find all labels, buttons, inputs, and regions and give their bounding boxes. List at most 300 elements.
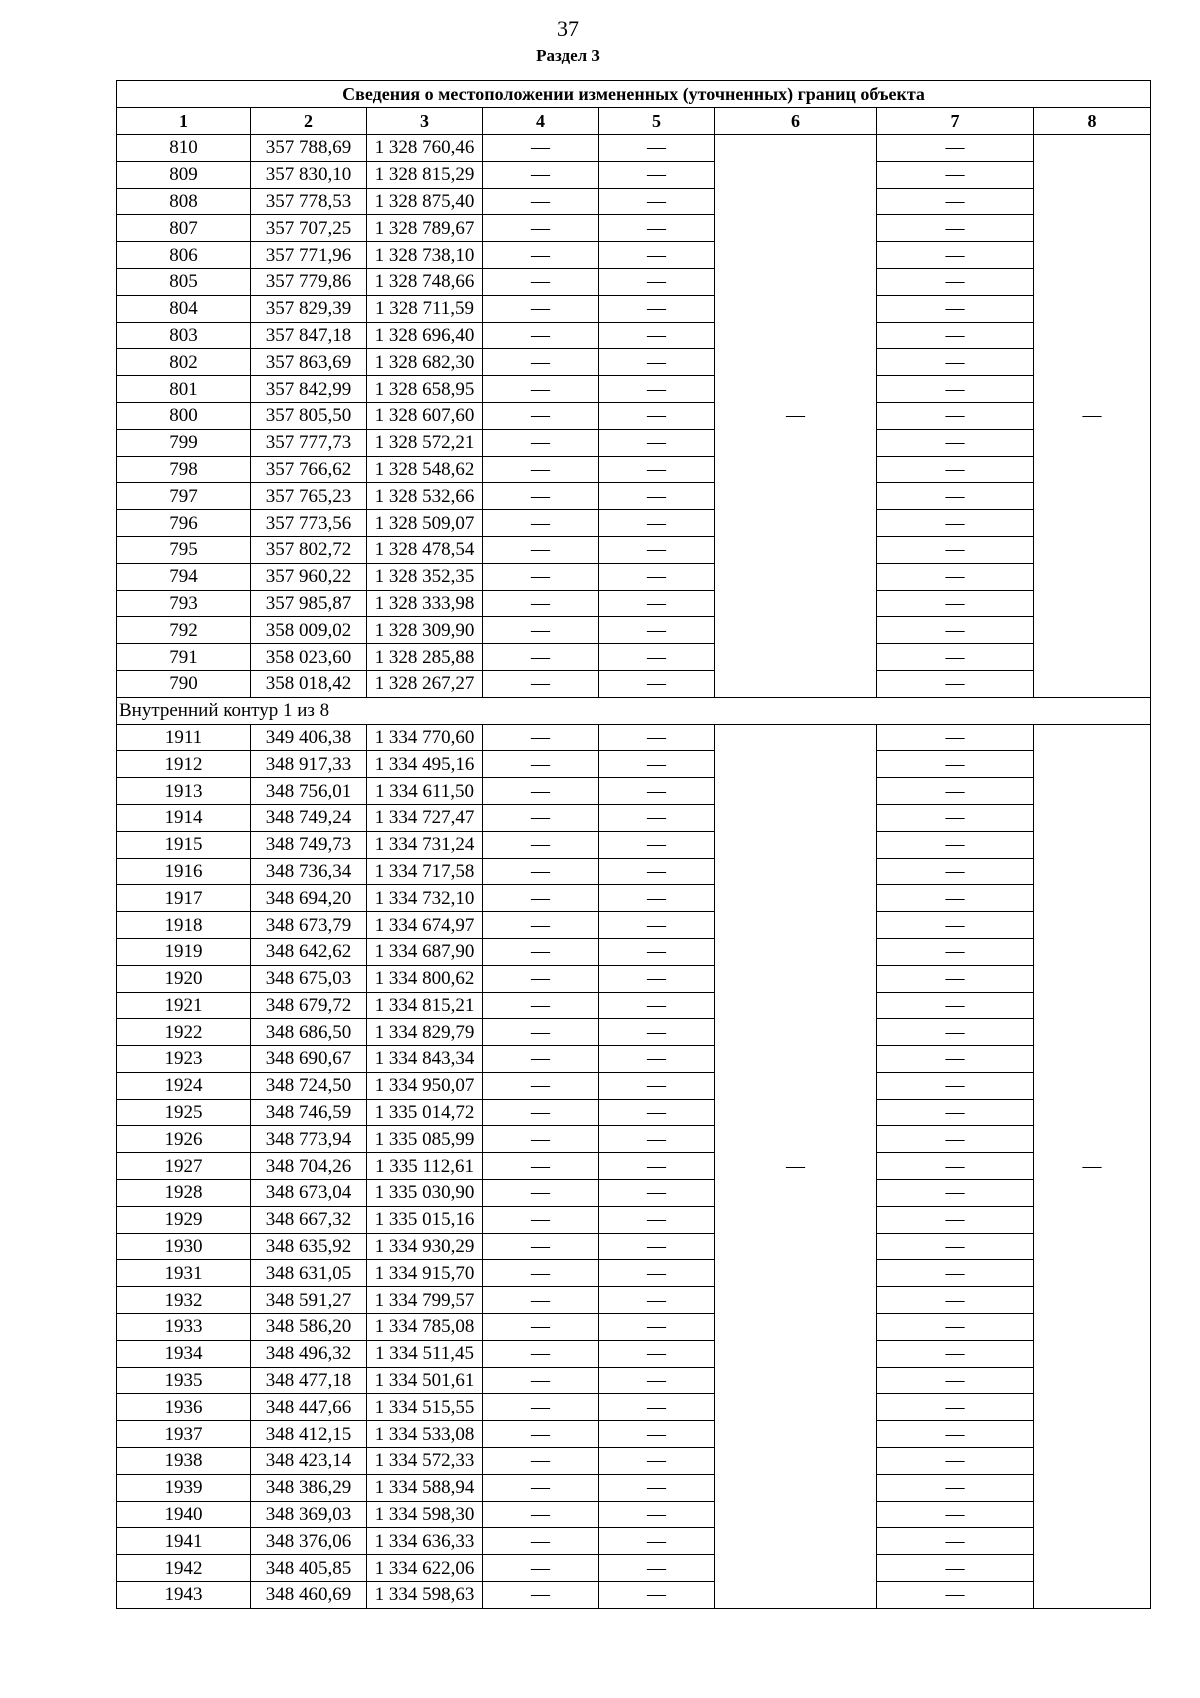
column-5-cell: — [599,456,715,483]
y-coordinate-cell: 1 328 548,62 [367,456,483,483]
column-7-cell: — [877,510,1034,537]
column-7-cell: — [877,1555,1034,1582]
y-coordinate-cell: 1 328 875,40 [367,188,483,215]
column-7-cell: — [877,1206,1034,1233]
y-coordinate-cell: 1 334 785,08 [367,1314,483,1341]
y-coordinate-cell: 1 334 815,21 [367,992,483,1019]
column-number: 6 [715,108,877,135]
column-7-cell: — [877,376,1034,403]
x-coordinate-cell: 348 673,79 [251,912,367,939]
point-number-cell: 1935 [117,1367,251,1394]
point-number-cell: 1933 [117,1314,251,1341]
table-row [117,992,1151,1019]
column-7-cell: — [877,590,1034,617]
y-coordinate-cell: 1 328 711,59 [367,295,483,322]
column-7-cell: — [877,1019,1034,1046]
point-number-cell: 799 [117,429,251,456]
column-5-cell: — [599,268,715,295]
column-5-cell: — [599,1501,715,1528]
column-4-cell: — [483,322,599,349]
table-row [117,1019,1151,1046]
column-5-cell: — [599,1072,715,1099]
column-4-cell: — [483,1340,599,1367]
column-4-cell: — [483,1448,599,1475]
column-4-cell: — [483,536,599,563]
column-4-cell: — [483,161,599,188]
column-5-cell: — [599,161,715,188]
x-coordinate-cell: 348 694,20 [251,885,367,912]
column-5-cell: — [599,1394,715,1421]
column-7-cell: — [877,1367,1034,1394]
x-coordinate-cell: 358 018,42 [251,670,367,697]
table-row [117,215,1151,242]
y-coordinate-cell: 1 334 533,08 [367,1421,483,1448]
column-4-cell: — [483,1153,599,1180]
x-coordinate-cell: 348 746,59 [251,1099,367,1126]
column-7-cell: — [877,1126,1034,1153]
column-4-cell: — [483,429,599,456]
column-4-cell: — [483,135,599,162]
table-row [117,751,1151,778]
point-number-cell: 1912 [117,751,251,778]
column-4-cell: — [483,804,599,831]
column-4-cell: — [483,858,599,885]
table-row [117,1180,1151,1207]
x-coordinate-cell: 357 960,22 [251,563,367,590]
column-7-cell: — [877,429,1034,456]
column-4-cell: — [483,1126,599,1153]
x-coordinate-cell: 348 386,29 [251,1474,367,1501]
y-coordinate-cell: 1 334 598,63 [367,1582,483,1609]
column-5-cell: — [599,1206,715,1233]
column-7-cell: — [877,402,1034,429]
column-4-cell: — [483,242,599,269]
table-row [117,1448,1151,1475]
table-row [117,1367,1151,1394]
column-5-cell: — [599,215,715,242]
table-row [117,1582,1151,1609]
column-4-cell: — [483,965,599,992]
column-4-cell: — [483,1046,599,1073]
x-coordinate-cell: 348 591,27 [251,1287,367,1314]
column-5-cell: — [599,1233,715,1260]
column-7-cell: — [877,724,1034,751]
point-number-cell: 1942 [117,1555,251,1582]
point-number-cell: 800 [117,402,251,429]
column-4-cell: — [483,563,599,590]
column-7-cell: — [877,349,1034,376]
column-7-cell: — [877,456,1034,483]
table-row [117,1046,1151,1073]
y-coordinate-cell: 1 334 501,61 [367,1367,483,1394]
y-coordinate-cell: 1 328 738,10 [367,242,483,269]
column-number: 1 [117,108,251,135]
column-7-cell: — [877,885,1034,912]
column-number: 2 [251,108,367,135]
table-row [117,402,1151,429]
point-number-cell: 793 [117,590,251,617]
table-row [117,483,1151,510]
point-number-cell: 1929 [117,1206,251,1233]
table-row [117,1126,1151,1153]
point-number-cell: 801 [117,376,251,403]
column-4-cell: — [483,1180,599,1207]
column-4-cell: — [483,1072,599,1099]
column-7-cell: — [877,483,1034,510]
x-coordinate-cell: 357 773,56 [251,510,367,537]
column-5-cell: — [599,670,715,697]
column-7-cell: — [877,965,1034,992]
point-number-cell: 1926 [117,1126,251,1153]
column-5-cell: — [599,376,715,403]
column-4-cell: — [483,1501,599,1528]
point-number-cell: 794 [117,563,251,590]
x-coordinate-cell: 348 749,24 [251,804,367,831]
column-5-cell: — [599,1340,715,1367]
column-7-cell: — [877,1474,1034,1501]
table-caption: Сведения о местоположении измененных (уточненных) границ объекта [117,81,1151,108]
column-4-cell: — [483,456,599,483]
x-coordinate-cell: 348 679,72 [251,992,367,1019]
table-row [117,912,1151,939]
point-number-cell: 1939 [117,1474,251,1501]
point-number-cell: 1922 [117,1019,251,1046]
point-number-cell: 790 [117,670,251,697]
x-coordinate-cell: 348 736,34 [251,858,367,885]
column-7-cell: — [877,804,1034,831]
contour-label-row [117,697,1151,724]
y-coordinate-cell: 1 328 815,29 [367,161,483,188]
y-coordinate-cell: 1 328 509,07 [367,510,483,537]
point-number-cell: 1930 [117,1233,251,1260]
point-number-cell: 1914 [117,804,251,831]
y-coordinate-cell: 1 334 636,33 [367,1528,483,1555]
column-7-cell: — [877,992,1034,1019]
column-5-cell: — [599,992,715,1019]
y-coordinate-cell: 1 334 915,70 [367,1260,483,1287]
point-number-cell: 795 [117,536,251,563]
column-7-cell: — [877,563,1034,590]
y-coordinate-cell: 1 334 611,50 [367,778,483,805]
y-coordinate-cell: 1 334 727,47 [367,804,483,831]
column-4-cell: — [483,1233,599,1260]
x-coordinate-cell: 357 830,10 [251,161,367,188]
page-number: 37 [557,16,579,41]
table-row [117,295,1151,322]
x-coordinate-cell: 348 756,01 [251,778,367,805]
x-coordinate-cell: 357 829,39 [251,295,367,322]
column-5-cell: — [599,1153,715,1180]
x-coordinate-cell: 348 917,33 [251,751,367,778]
column-5-cell: — [599,295,715,322]
table-row [117,1260,1151,1287]
column-7-cell: — [877,536,1034,563]
y-coordinate-cell: 1 335 015,16 [367,1206,483,1233]
column-4-cell: — [483,885,599,912]
y-coordinate-cell: 1 328 760,46 [367,135,483,162]
x-coordinate-cell: 357 771,96 [251,242,367,269]
x-coordinate-cell: 348 376,06 [251,1528,367,1555]
table-row [117,268,1151,295]
y-coordinate-cell: 1 334 799,57 [367,1287,483,1314]
point-number-cell: 1921 [117,992,251,1019]
column-7-cell: — [877,1046,1034,1073]
x-coordinate-cell: 357 777,73 [251,429,367,456]
column-5-cell: — [599,1180,715,1207]
y-coordinate-cell: 1 328 309,90 [367,617,483,644]
x-coordinate-cell: 348 423,14 [251,1448,367,1475]
table-row [117,1153,1151,1180]
column-7-cell: — [877,1528,1034,1555]
column-8-merged-cell: — [1034,135,1151,698]
column-5-cell: — [599,1046,715,1073]
column-7-cell: — [877,1153,1034,1180]
y-coordinate-cell: 1 328 789,67 [367,215,483,242]
x-coordinate-cell: 348 704,26 [251,1153,367,1180]
x-coordinate-cell: 348 496,32 [251,1340,367,1367]
table-body [117,135,1151,1609]
point-number-cell: 1919 [117,938,251,965]
y-coordinate-cell: 1 328 267,27 [367,670,483,697]
x-coordinate-cell: 348 369,03 [251,1501,367,1528]
table-row [117,536,1151,563]
y-coordinate-cell: 1 334 732,10 [367,885,483,912]
column-number: 8 [1034,108,1151,135]
column-7-cell: — [877,322,1034,349]
point-number-cell: 809 [117,161,251,188]
x-coordinate-cell: 348 412,15 [251,1421,367,1448]
column-4-cell: — [483,402,599,429]
column-5-cell: — [599,1287,715,1314]
column-4-cell: — [483,938,599,965]
column-6-merged-cell: — [715,724,877,1608]
point-number-cell: 1941 [117,1528,251,1555]
column-5-cell: — [599,1448,715,1475]
table-row [117,778,1151,805]
table-row [117,429,1151,456]
column-5-cell: — [599,349,715,376]
x-coordinate-cell: 357 805,50 [251,402,367,429]
y-coordinate-cell: 1 328 748,66 [367,268,483,295]
y-coordinate-cell: 1 335 085,99 [367,1126,483,1153]
column-7-cell: — [877,912,1034,939]
table-row [117,885,1151,912]
column-4-cell: — [483,617,599,644]
column-4-cell: — [483,1421,599,1448]
column-4-cell: — [483,215,599,242]
column-5-cell: — [599,617,715,644]
column-4-cell: — [483,751,599,778]
y-coordinate-cell: 1 334 495,16 [367,751,483,778]
column-5-cell: — [599,885,715,912]
column-5-cell: — [599,1474,715,1501]
y-coordinate-cell: 1 334 588,94 [367,1474,483,1501]
point-number-cell: 1928 [117,1180,251,1207]
x-coordinate-cell: 348 586,20 [251,1314,367,1341]
x-coordinate-cell: 348 690,67 [251,1046,367,1073]
column-4-cell: — [483,349,599,376]
column-5-cell: — [599,1260,715,1287]
table-row [117,1474,1151,1501]
column-number-row [117,108,1151,135]
column-5-cell: — [599,751,715,778]
point-number-cell: 1936 [117,1394,251,1421]
column-5-cell: — [599,831,715,858]
y-coordinate-cell: 1 328 696,40 [367,322,483,349]
column-5-cell: — [599,912,715,939]
table-row [117,724,1151,751]
x-coordinate-cell: 348 667,32 [251,1206,367,1233]
column-5-cell: — [599,858,715,885]
x-coordinate-cell: 348 460,69 [251,1582,367,1609]
table-row [117,161,1151,188]
column-5-cell: — [599,1314,715,1341]
point-number-cell: 1938 [117,1448,251,1475]
point-number-cell: 1911 [117,724,251,751]
x-coordinate-cell: 357 863,69 [251,349,367,376]
point-number-cell: 1915 [117,831,251,858]
y-coordinate-cell: 1 334 717,58 [367,858,483,885]
y-coordinate-cell: 1 334 598,30 [367,1501,483,1528]
x-coordinate-cell: 348 631,05 [251,1260,367,1287]
y-coordinate-cell: 1 335 030,90 [367,1180,483,1207]
table-row [117,1501,1151,1528]
column-7-cell: — [877,1340,1034,1367]
column-4-cell: — [483,590,599,617]
point-number-cell: 805 [117,268,251,295]
table-row [117,563,1151,590]
y-coordinate-cell: 1 334 829,79 [367,1019,483,1046]
y-coordinate-cell: 1 334 800,62 [367,965,483,992]
column-7-cell: — [877,135,1034,162]
x-coordinate-cell: 357 985,87 [251,590,367,617]
x-coordinate-cell: 357 778,53 [251,188,367,215]
x-coordinate-cell: 357 842,99 [251,376,367,403]
x-coordinate-cell: 348 405,85 [251,1555,367,1582]
x-coordinate-cell: 348 447,66 [251,1394,367,1421]
y-coordinate-cell: 1 335 112,61 [367,1153,483,1180]
column-7-cell: — [877,670,1034,697]
y-coordinate-cell: 1 334 731,24 [367,831,483,858]
table-row [117,322,1151,349]
column-5-cell: — [599,1421,715,1448]
column-4-cell: — [483,831,599,858]
x-coordinate-cell: 348 635,92 [251,1233,367,1260]
column-8-merged-cell: — [1034,724,1151,1608]
table-row [117,670,1151,697]
column-7-cell: — [877,242,1034,269]
column-5-cell: — [599,965,715,992]
table-row [117,965,1151,992]
column-7-cell: — [877,215,1034,242]
column-7-cell: — [877,1233,1034,1260]
table-row [117,590,1151,617]
column-7-cell: — [877,938,1034,965]
column-4-cell: — [483,268,599,295]
point-number-cell: 1924 [117,1072,251,1099]
column-4-cell: — [483,1314,599,1341]
table-row [117,349,1151,376]
y-coordinate-cell: 1 328 478,54 [367,536,483,563]
column-7-cell: — [877,1394,1034,1421]
point-number-cell: 810 [117,135,251,162]
column-7-cell: — [877,1448,1034,1475]
column-4-cell: — [483,1367,599,1394]
y-coordinate-cell: 1 335 014,72 [367,1099,483,1126]
point-number-cell: 1918 [117,912,251,939]
y-coordinate-cell: 1 328 352,35 [367,563,483,590]
column-number: 3 [367,108,483,135]
x-coordinate-cell: 348 686,50 [251,1019,367,1046]
y-coordinate-cell: 1 328 572,21 [367,429,483,456]
y-coordinate-cell: 1 334 511,45 [367,1340,483,1367]
column-5-cell: — [599,644,715,671]
x-coordinate-cell: 357 847,18 [251,322,367,349]
column-number: 5 [599,108,715,135]
column-7-cell: — [877,617,1034,644]
column-5-cell: — [599,135,715,162]
y-coordinate-cell: 1 334 622,06 [367,1555,483,1582]
point-number-cell: 1923 [117,1046,251,1073]
y-coordinate-cell: 1 328 532,66 [367,483,483,510]
column-7-cell: — [877,1099,1034,1126]
x-coordinate-cell: 357 802,72 [251,536,367,563]
x-coordinate-cell: 348 749,73 [251,831,367,858]
table-row [117,188,1151,215]
column-5-cell: — [599,590,715,617]
point-number-cell: 792 [117,617,251,644]
column-7-cell: — [877,1287,1034,1314]
column-7-cell: — [877,778,1034,805]
column-4-cell: — [483,724,599,751]
column-4-cell: — [483,376,599,403]
column-7-cell: — [877,1180,1034,1207]
point-number-cell: 806 [117,242,251,269]
y-coordinate-cell: 1 328 285,88 [367,644,483,671]
column-7-cell: — [877,295,1034,322]
point-number-cell: 1916 [117,858,251,885]
column-5-cell: — [599,1126,715,1153]
x-coordinate-cell: 348 477,18 [251,1367,367,1394]
column-5-cell: — [599,402,715,429]
point-number-cell: 808 [117,188,251,215]
point-number-cell: 1932 [117,1287,251,1314]
column-4-cell: — [483,510,599,537]
contour-label: Внутренний контур 1 из 8 [117,697,1151,724]
point-number-cell: 803 [117,322,251,349]
table-row [117,1394,1151,1421]
column-4-cell: — [483,1287,599,1314]
column-7-cell: — [877,161,1034,188]
column-4-cell: — [483,188,599,215]
column-5-cell: — [599,1099,715,1126]
x-coordinate-cell: 357 788,69 [251,135,367,162]
y-coordinate-cell: 1 328 333,98 [367,590,483,617]
point-number-cell: 807 [117,215,251,242]
point-number-cell: 1927 [117,1153,251,1180]
column-4-cell: — [483,778,599,805]
column-5-cell: — [599,1528,715,1555]
column-5-cell: — [599,510,715,537]
y-coordinate-cell: 1 328 607,60 [367,402,483,429]
column-7-cell: — [877,858,1034,885]
table-row [117,938,1151,965]
table-row [117,804,1151,831]
column-5-cell: — [599,1019,715,1046]
x-coordinate-cell: 358 023,60 [251,644,367,671]
x-coordinate-cell: 348 673,04 [251,1180,367,1207]
column-5-cell: — [599,536,715,563]
